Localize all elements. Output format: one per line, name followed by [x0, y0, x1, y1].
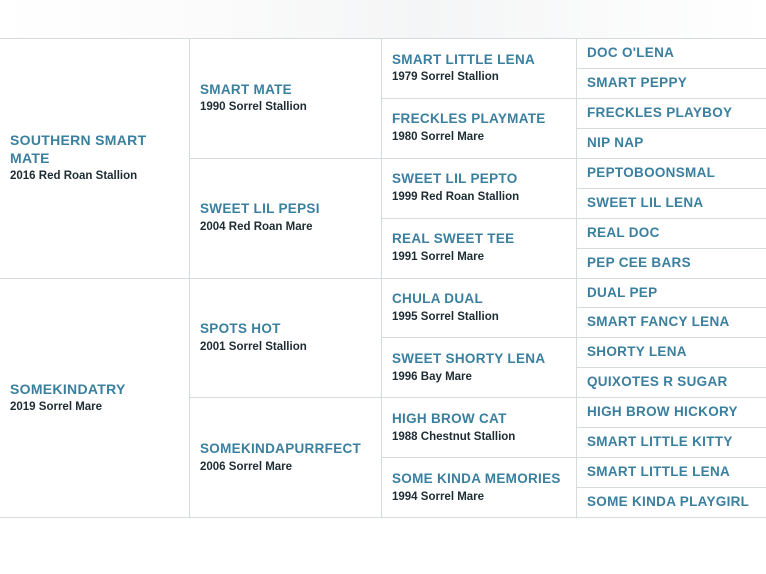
horse-name: CHULA DUAL — [392, 291, 483, 307]
horse-description: 1990 Sorrel Stallion — [200, 101, 307, 114]
pedigree-cell[interactable] — [577, 129, 766, 159]
pedigree-cell[interactable] — [577, 368, 766, 398]
pedigree-cell[interactable] — [577, 159, 766, 189]
top-margin — [0, 0, 766, 38]
horse-name: SHORTY LENA — [587, 344, 687, 360]
horse-name: SMART FANCY LENA — [587, 314, 730, 330]
pedigree-cell[interactable] — [0, 38, 190, 279]
horse-name: SWEET LIL PEPTO — [392, 171, 518, 187]
pedigree-cell[interactable] — [190, 398, 382, 518]
horse-description: 2004 Red Roan Mare — [200, 221, 313, 234]
generation-2-column — [190, 38, 382, 518]
pedigree-cell[interactable] — [0, 279, 190, 519]
pedigree-cell[interactable] — [382, 38, 577, 99]
horse-description: 1980 Sorrel Mare — [392, 131, 485, 144]
generation-3-column — [382, 38, 577, 518]
pedigree-cell[interactable] — [577, 308, 766, 338]
pedigree-cell[interactable] — [577, 279, 766, 309]
horse-name: SPOTS HOT — [200, 321, 281, 337]
horse-name: REAL DOC — [587, 224, 660, 240]
horse-name: HIGH BROW HICKORY — [587, 404, 738, 420]
pedigree-cell[interactable] — [382, 398, 577, 458]
pedigree-cell[interactable] — [577, 69, 766, 99]
pedigree-cell[interactable] — [577, 458, 766, 488]
horse-description: 2019 Sorrel Mare — [10, 401, 103, 414]
horse-name: PEP CEE BARS — [587, 254, 691, 270]
pedigree-cell[interactable] — [577, 249, 766, 279]
horse-name: SOME KINDA PLAYGIRL — [587, 494, 750, 510]
pedigree-cell[interactable] — [382, 219, 577, 279]
pedigree-cell[interactable] — [577, 38, 766, 69]
horse-name: FRECKLES PLAYMATE — [392, 111, 546, 127]
pedigree-cell[interactable] — [382, 458, 577, 518]
horse-name: SOUTHERN SMART MATE — [10, 132, 147, 166]
pedigree-grid — [0, 38, 766, 518]
horse-name: DOC O'LENA — [587, 45, 675, 61]
horse-name: PEPTOBOONSMAL — [587, 164, 716, 180]
top-band-tint — [0, 0, 766, 38]
horse-name: SOMEKINDAPURRFECT — [200, 440, 362, 456]
horse-name: REAL SWEET TEE — [392, 231, 515, 247]
horse-name: SWEET LIL PEPSI — [200, 201, 320, 217]
horse-name: SMART LITTLE LENA — [392, 51, 536, 67]
horse-name: DUAL PEP — [587, 284, 658, 300]
horse-name: SMART LITTLE LENA — [587, 464, 731, 480]
pedigree-cell[interactable] — [190, 159, 382, 279]
pedigree-cell[interactable] — [577, 219, 766, 249]
horse-description: 2001 Sorrel Stallion — [200, 340, 307, 353]
horse-description: 1999 Red Roan Stallion — [392, 191, 520, 204]
horse-name: NIP NAP — [587, 134, 644, 150]
horse-name: SWEET LIL LENA — [587, 194, 704, 210]
pedigree-cell[interactable] — [577, 99, 766, 129]
horse-name: SOMEKINDATRY — [10, 380, 126, 397]
horse-description: 2006 Sorrel Mare — [200, 460, 293, 473]
horse-description: 2016 Red Roan Stallion — [10, 170, 138, 183]
horse-name: SMART MATE — [200, 81, 292, 97]
pedigree-cell[interactable] — [382, 338, 577, 398]
generation-4-column — [577, 38, 766, 518]
horse-description: 1979 Sorrel Stallion — [392, 71, 499, 84]
pedigree-cell[interactable] — [382, 159, 577, 219]
bottom-margin — [0, 518, 766, 574]
horse-name: SWEET SHORTY LENA — [392, 350, 546, 366]
pedigree-cell[interactable] — [382, 99, 577, 159]
horse-name: HIGH BROW CAT — [392, 410, 507, 426]
horse-description: 1988 Chestnut Stallion — [392, 430, 516, 443]
horse-description: 1994 Sorrel Mare — [392, 490, 485, 503]
pedigree-cell[interactable] — [190, 279, 382, 399]
horse-name: FRECKLES PLAYBOY — [587, 104, 733, 120]
pedigree-cell[interactable] — [577, 398, 766, 428]
pedigree-cell[interactable] — [577, 189, 766, 219]
horse-description: 1995 Sorrel Stallion — [392, 310, 499, 323]
horse-name: QUIXOTES R SUGAR — [587, 374, 728, 390]
pedigree-cell[interactable] — [577, 488, 766, 518]
pedigree-cell[interactable] — [190, 38, 382, 159]
pedigree-cell[interactable] — [382, 279, 577, 339]
horse-name: SOME KINDA MEMORIES — [392, 470, 561, 486]
horse-description: 1996 Bay Mare — [392, 370, 472, 383]
pedigree-cell[interactable] — [577, 428, 766, 458]
generation-1-column — [0, 38, 190, 518]
horse-description: 1991 Sorrel Mare — [392, 251, 485, 264]
pedigree-cell[interactable] — [577, 338, 766, 368]
horse-name: SMART PEPPY — [587, 74, 688, 90]
horse-name: SMART LITTLE KITTY — [587, 434, 733, 450]
